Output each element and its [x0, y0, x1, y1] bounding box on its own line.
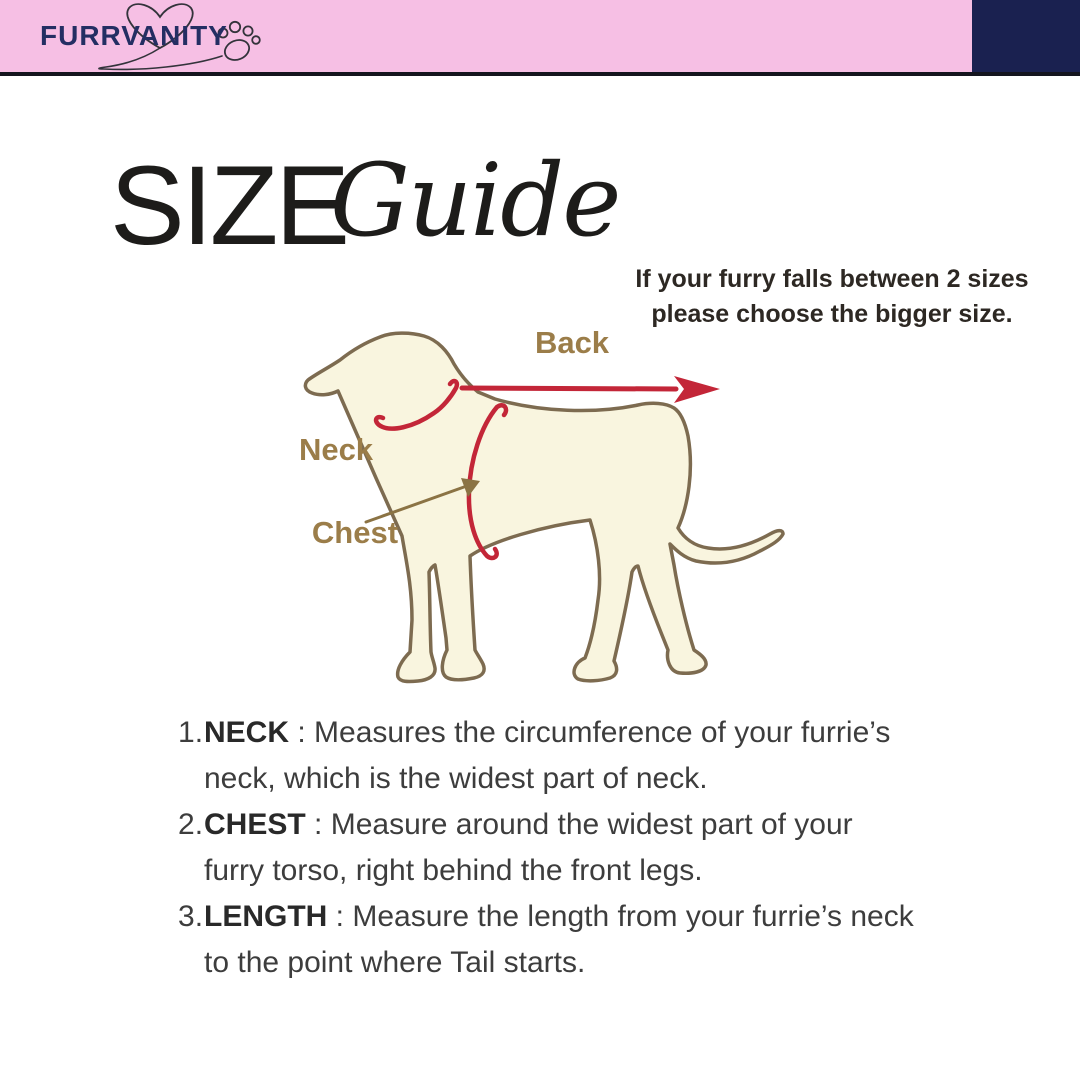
instruction-desc: Measure the length from your furrie’s neck to the point where Tail starts. — [204, 900, 914, 979]
instruction-separator: : — [305, 808, 331, 841]
back-label: Back — [534, 325, 610, 360]
instruction-item-chest — [178, 802, 918, 894]
header-navy-block — [972, 0, 1080, 72]
instruction-term: NECK — [204, 716, 290, 749]
instruction-separator: : — [327, 900, 353, 933]
instruction-item-neck — [178, 710, 918, 802]
page-title-guide: Guide — [330, 142, 620, 259]
chest-label: Chest — [311, 515, 399, 550]
dog-outline — [305, 333, 783, 681]
instruction-desc: Measures the circumference of your furrie’s neck, which is the widest part of neck. — [204, 716, 891, 795]
instruction-term: CHEST — [204, 808, 306, 841]
page-title-size: SIZE — [110, 143, 347, 268]
instructions-list — [178, 710, 918, 986]
dog-measurement-diagram — [280, 320, 800, 700]
sizing-note-line1: If your furry falls between 2 sizes — [635, 265, 1029, 293]
instruction-desc: Measure around the widest part of your furry torso, right behind the front legs. — [204, 808, 853, 887]
neck-label: Neck — [298, 432, 374, 467]
instruction-item-length — [178, 894, 918, 986]
instruction-term: LENGTH — [204, 900, 328, 933]
instruction-separator: : — [289, 716, 315, 749]
header-bar — [0, 0, 1080, 76]
brand-logo-text: FURRVANITY — [40, 20, 228, 51]
sizing-note-line2: please choose the bigger size. — [651, 300, 1013, 328]
